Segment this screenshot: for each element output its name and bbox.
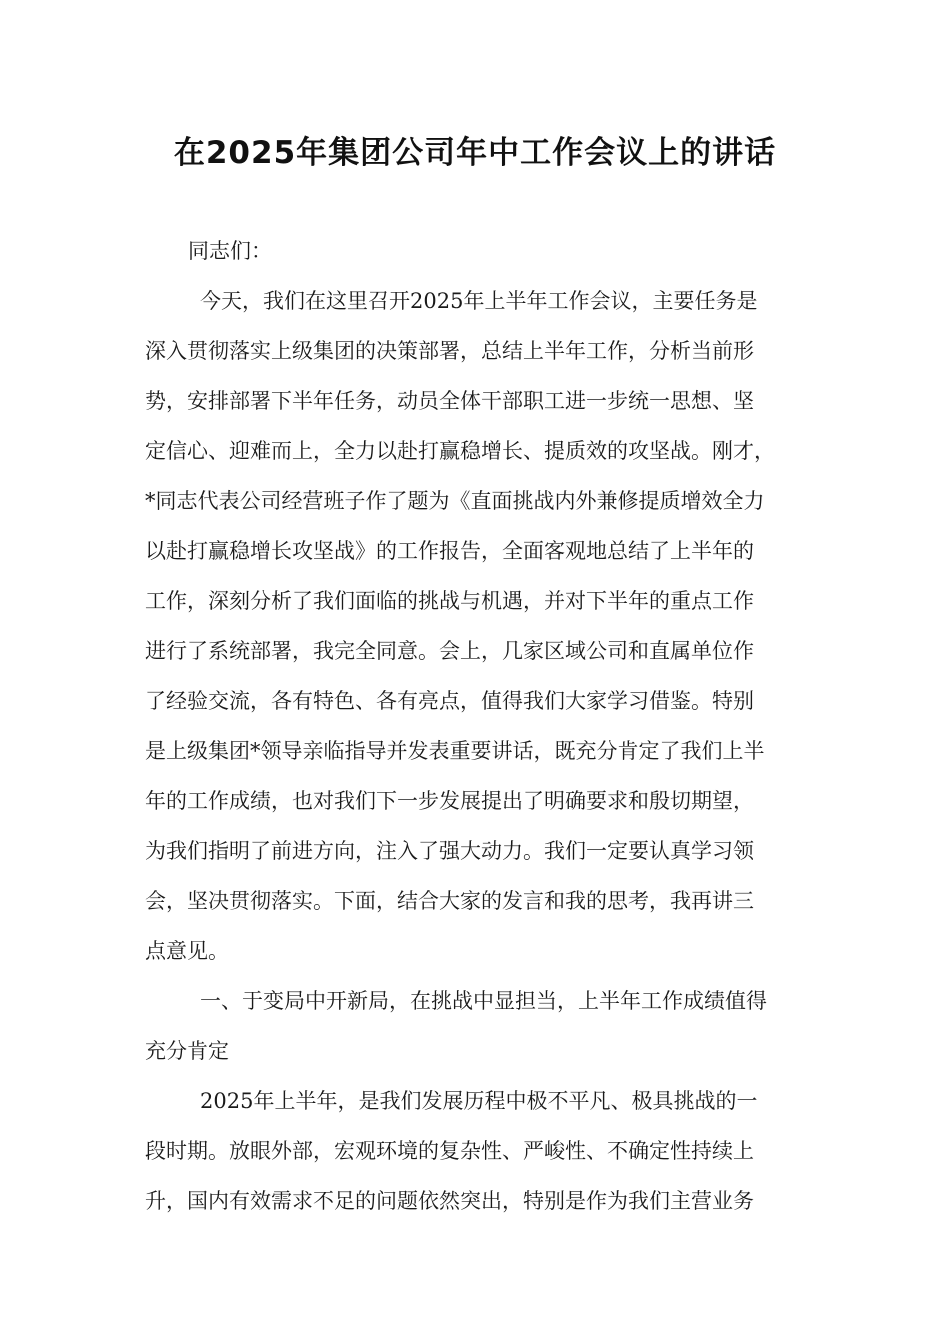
section-heading: 充分肯定 [145,1039,229,1063]
body-line: 势，安排部署下半年任务，动员全体干部职工进一步统一思想、坚 [145,389,754,413]
body-line: 进行了系统部署，我完全同意。会上，几家区域公司和直属单位作 [145,639,754,663]
body-line: 工作，深刻分析了我们面临的挑战与机遇，并对下半年的重点工作 [145,589,754,613]
body-line: 深入贯彻落实上级集团的决策部署，总结上半年工作，分析当前形 [145,339,754,363]
body-line: 以赴打赢稳增长攻坚战》的工作报告，全面客观地总结了上半年的 [145,539,754,563]
body-line: 为我们指明了前进方向，注入了强大动力。我们一定要认真学习领 [145,839,754,863]
body-line: 点意见。 [145,939,229,963]
body-line: *同志代表公司经营班子作了题为《直面挑战内外兼修提质增效全力 [145,489,765,513]
body-line: 是上级集团*领导亲临指导并发表重要讲话，既充分肯定了我们上半 [145,739,765,763]
salutation: 同志们： [188,239,272,263]
section-heading: 一、于变局中开新局，在挑战中显担当，上半年工作成绩值得 [200,989,767,1013]
body-line: 定信心、迎难而上，全力以赴打赢稳增长、提质效的攻坚战。刚才， [145,439,775,463]
body-line: 2025年上半年，是我们发展历程中极不平凡、极具挑战的一 [200,1089,758,1113]
page-title: 在2025年集团公司年中工作会议上的讲话 [173,135,777,171]
body-line: 了经验交流，各有特色、各有亮点，值得我们大家学习借鉴。特别 [145,689,754,713]
body-line: 升，国内有效需求不足的问题依然突出，特别是作为我们主营业务 [145,1189,754,1213]
body-line: 今天，我们在这里召开2025年上半年工作会议，主要任务是 [200,289,758,313]
body-line: 会，坚决贯彻落实。下面，结合大家的发言和我的思考，我再讲三 [145,889,754,913]
body-line: 年的工作成绩，也对我们下一步发展提出了明确要求和殷切期望， [145,789,754,813]
body-line: 段时期。放眼外部，宏观环境的复杂性、严峻性、不确定性持续上 [145,1139,754,1163]
